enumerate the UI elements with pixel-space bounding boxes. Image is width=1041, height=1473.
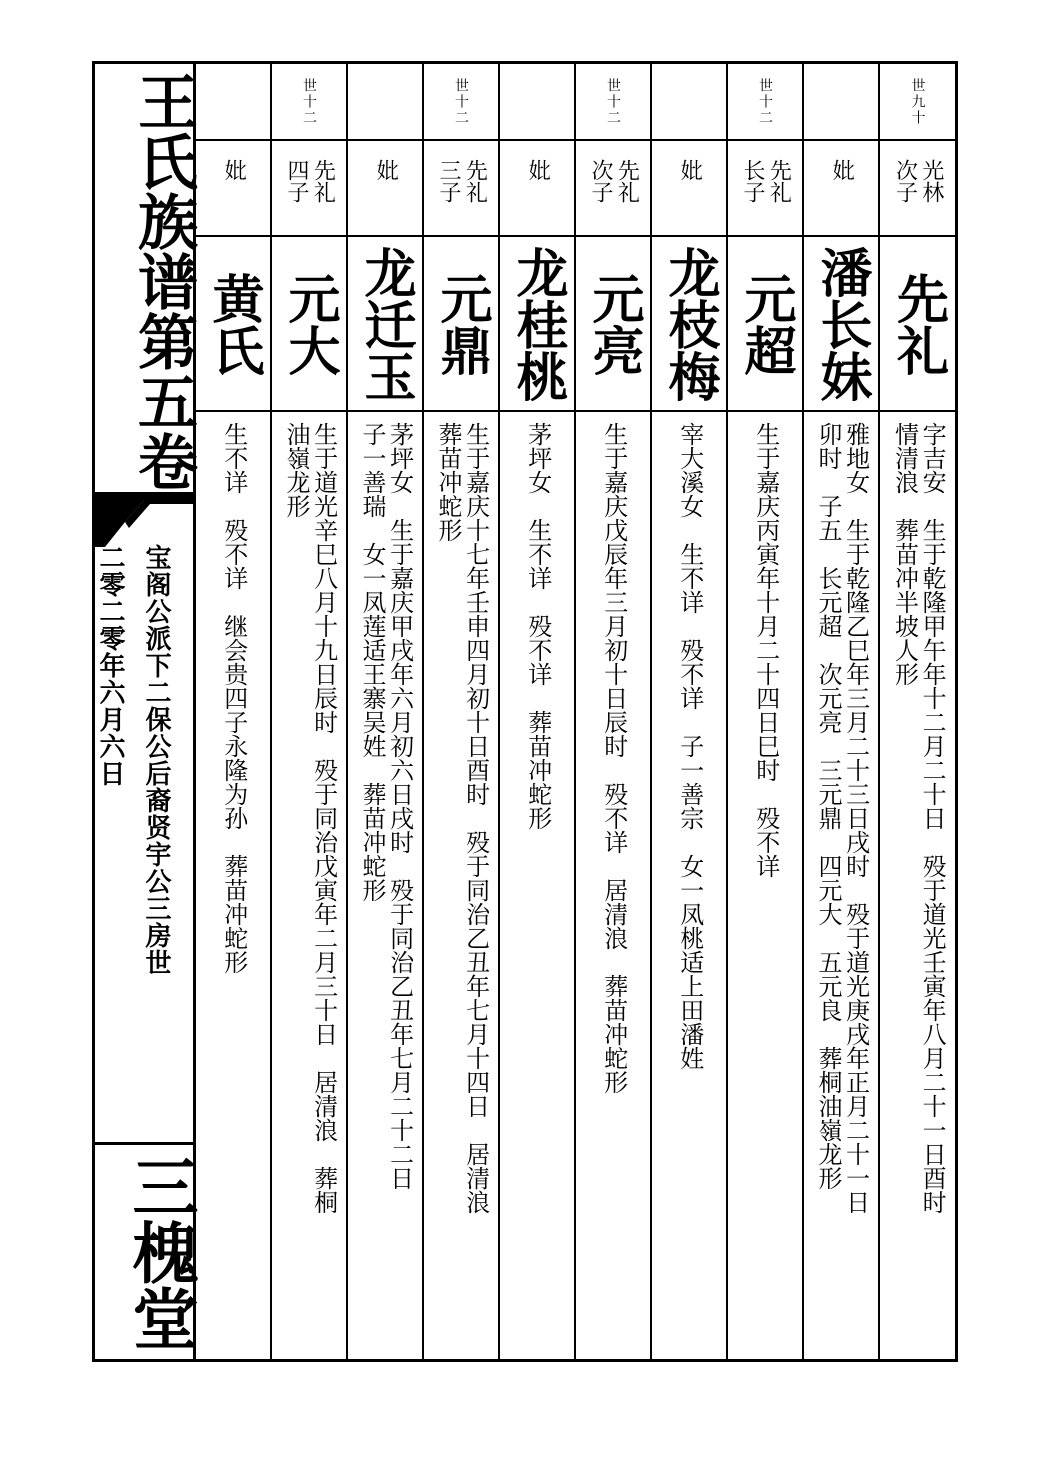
parent-label: 妣 (677, 159, 703, 181)
parent-label: 先礼 四子 (284, 159, 336, 203)
left-banner (95, 64, 199, 1359)
parent-label: 妣 (829, 159, 855, 181)
person-name: 龙桂桃 (507, 245, 568, 402)
person-name: 龙迁玉 (355, 245, 416, 402)
record-column (348, 64, 424, 1359)
date-line: 二零二零年六月六日 (95, 544, 125, 787)
generation-label: 世十二 (605, 77, 621, 126)
generation-label: 世十二 (301, 77, 317, 126)
person-name: 元亮 (583, 271, 644, 376)
biography: 生于嘉庆十七年壬申四月初十日酉时 殁于同治乙丑年七月十四日 居清浪 葬苗冲蛇形 (434, 422, 490, 1214)
person-name: 龙枝梅 (659, 245, 720, 402)
parent-label: 妣 (221, 159, 247, 181)
biography: 生不详 殁不详 继会贵四子永隆为孙 葬苗冲蛇形 (219, 422, 248, 974)
record-column (196, 64, 272, 1359)
biography: 雅地女 生于乾隆乙巳年三月二十三日戌时 殁于道光庚戌年正月二十一日 卯时 子五 长元超 次元亮 三元鼎 四元大 五元良 葬桐油嶺龙形 (814, 422, 870, 1214)
biography: 生于嘉庆戊辰年三月初十日辰时 殁不详 居清浪 葬苗冲蛇形 (599, 422, 628, 1094)
parent-label: 妣 (525, 159, 551, 181)
record-column (804, 64, 880, 1359)
biography: 生于嘉庆丙寅年十月二十四日巳时 殁不详 (751, 422, 780, 878)
person-name: 黄氏 (203, 271, 264, 376)
hall-name: 三槐堂 (121, 1153, 199, 1351)
person-name: 潘长妹 (811, 245, 872, 402)
hall-divider (95, 1142, 193, 1145)
biography: 茅坪女 生于嘉庆甲戌年六月初六日戌时 殁于同治乙丑年七月二十二日 子一善瑞 女一凤莲适王寨吴姓 葬苗冲蛇形 (358, 422, 414, 1190)
parent-label: 光林 次子 (892, 159, 944, 203)
record-column (728, 64, 804, 1359)
record-column (500, 64, 576, 1359)
book-title: 王氏族谱第五卷 (128, 71, 198, 491)
biography: 宰大溪女 生不详 殁不详 子一善宗 女一凤桃适上田潘姓 (675, 422, 704, 1070)
record-column (272, 64, 348, 1359)
genealogy-page (92, 61, 958, 1362)
person-name: 元超 (735, 271, 796, 376)
person-name: 元大 (279, 271, 340, 376)
branch-line: 宝阁公派下二保公后裔贤宇公三房世 (141, 544, 171, 976)
biography: 茅坪女 生不详 殁不详 葬苗冲蛇形 (523, 422, 552, 830)
record-column (652, 64, 728, 1359)
biography: 生于道光辛巳八月十九日辰时 殁于同治戊寅年二月三十日 居清浪 葬桐 油嶺龙形 (282, 422, 338, 1214)
parent-label: 先礼 次子 (588, 159, 640, 203)
record-columns (196, 64, 955, 1359)
parent-label: 妣 (373, 159, 399, 181)
generation-label: 世九十 (909, 77, 926, 126)
generation-label: 世十二 (453, 77, 469, 126)
person-name: 先礼 (887, 271, 949, 376)
generation-label: 世十二 (757, 77, 773, 126)
parent-label: 先礼 长子 (740, 159, 792, 203)
biography: 字吉安 生于乾隆甲午年十二月二十日 殁于道光壬寅年八月二十一日酉时 情清浪 葬苗冲半坡人形 (890, 422, 947, 1214)
fishtail-ornament (95, 492, 193, 552)
record-column (576, 64, 652, 1359)
record-column (424, 64, 500, 1359)
person-name: 元鼎 (431, 271, 492, 376)
parent-label: 先礼 三子 (436, 159, 488, 203)
record-column (880, 64, 955, 1359)
